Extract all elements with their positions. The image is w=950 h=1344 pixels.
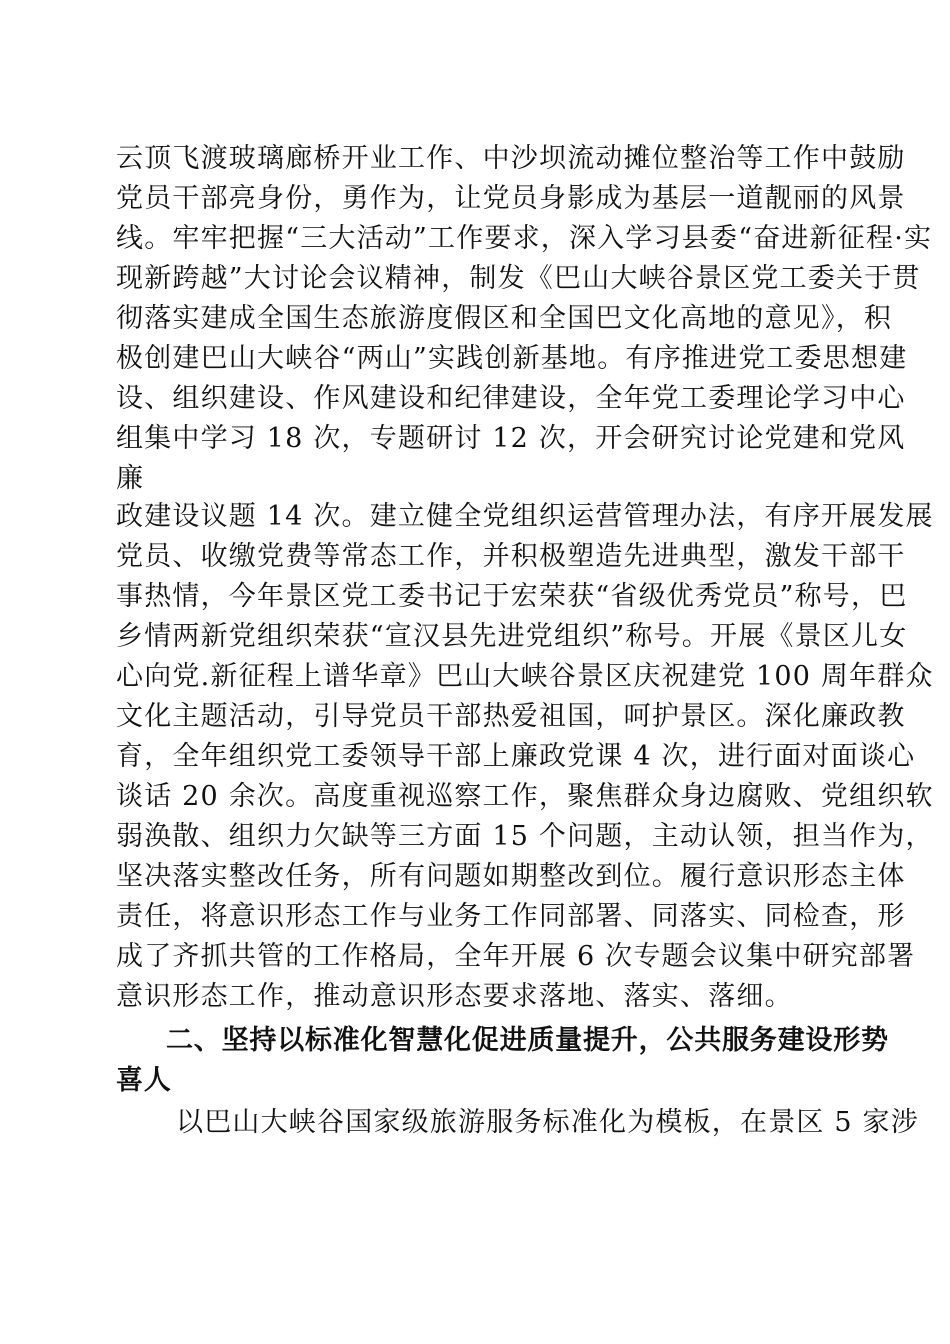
text-line: 线。牢牢把握“三大活动”工作要求，深入学习县委“奋进新征程·实 <box>116 223 933 254</box>
text-line: 谈话 20 余次。高度重视巡察工作，聚焦群众身边腐败、党组织软 <box>116 781 934 812</box>
text-line: 意识形态工作，推动意识形态要求落地、落实、落细。 <box>116 981 793 1012</box>
text-line: 党员、收缴党费等常态工作，并积极塑造先进典型，激发干部干 <box>116 541 906 572</box>
text-line: 育，全年组织党工委领导干部上廉政党课 4 次，进行面对面谈心 <box>116 741 916 772</box>
text-line: 党员干部亮身份，勇作为，让党员身影成为基层一道靓丽的风景 <box>116 183 906 214</box>
text-line: 以巴山大峡谷国家级旅游服务标准化为模板，在景区 5 家涉 <box>176 1107 919 1138</box>
text-line: 政建设议题 14 次。建立健全党组织运营管理办法，有序开展发展 <box>116 501 934 532</box>
text-line: 文化主题活动，引导党员干部热爱祖国，呵护景区。深化廉政教 <box>116 701 906 732</box>
text-line: 责任，将意识形态工作与业务工作同部署、同落实、同检查，形 <box>116 901 906 932</box>
section-heading: 二、坚持以标准化智慧化促进质量提升，公共服务建设形势 <box>166 1025 889 1056</box>
text-line: 成了齐抓共管的工作格局，全年开展 6 次专题会议集中研究部署 <box>116 941 916 972</box>
section-heading: 喜人 <box>116 1065 172 1096</box>
text-line: 乡情两新党组织荣获“宣汉县先进党组织”称号。开展《景区儿女 <box>116 621 908 652</box>
text-line: 云顶飞渡玻璃廊桥开业工作、中沙坝流动摊位整治等工作中鼓励 <box>116 143 906 174</box>
text-line: 设、组织建设、作风建设和纪律建设，全年党工委理论学习中心 <box>116 383 906 414</box>
text-line: 极创建巴山大峡谷“两山”实践创新基地。有序推进党工委思想建 <box>116 343 908 374</box>
text-line: 彻落实建成全国生态旅游度假区和全国巴文化高地的意见》，积 <box>116 303 893 334</box>
text-line: 弱涣散、组织力欠缺等三方面 15 个问题，主动认领，担当作为， <box>116 821 934 852</box>
text-line: 现新跨越”大讨论会议精神，制发《巴山大峡谷景区党工委关于贯 <box>116 263 921 294</box>
text-line: 心向党.新征程上谱华章》巴山大峡谷景区庆祝建党 100 周年群众 <box>116 661 934 692</box>
text-line: 组集中学习 18 次，专题研讨 12 次，开会研究讨论党建和党风 <box>116 423 906 454</box>
text-line: 事热情，今年景区党工委书记于宏荣获“省级优秀党员”称号，巴 <box>116 581 908 612</box>
text-line: 廉 <box>116 463 145 494</box>
text-line: 坚决落实整改任务，所有问题如期整改到位。履行意识形态主体 <box>116 861 906 892</box>
